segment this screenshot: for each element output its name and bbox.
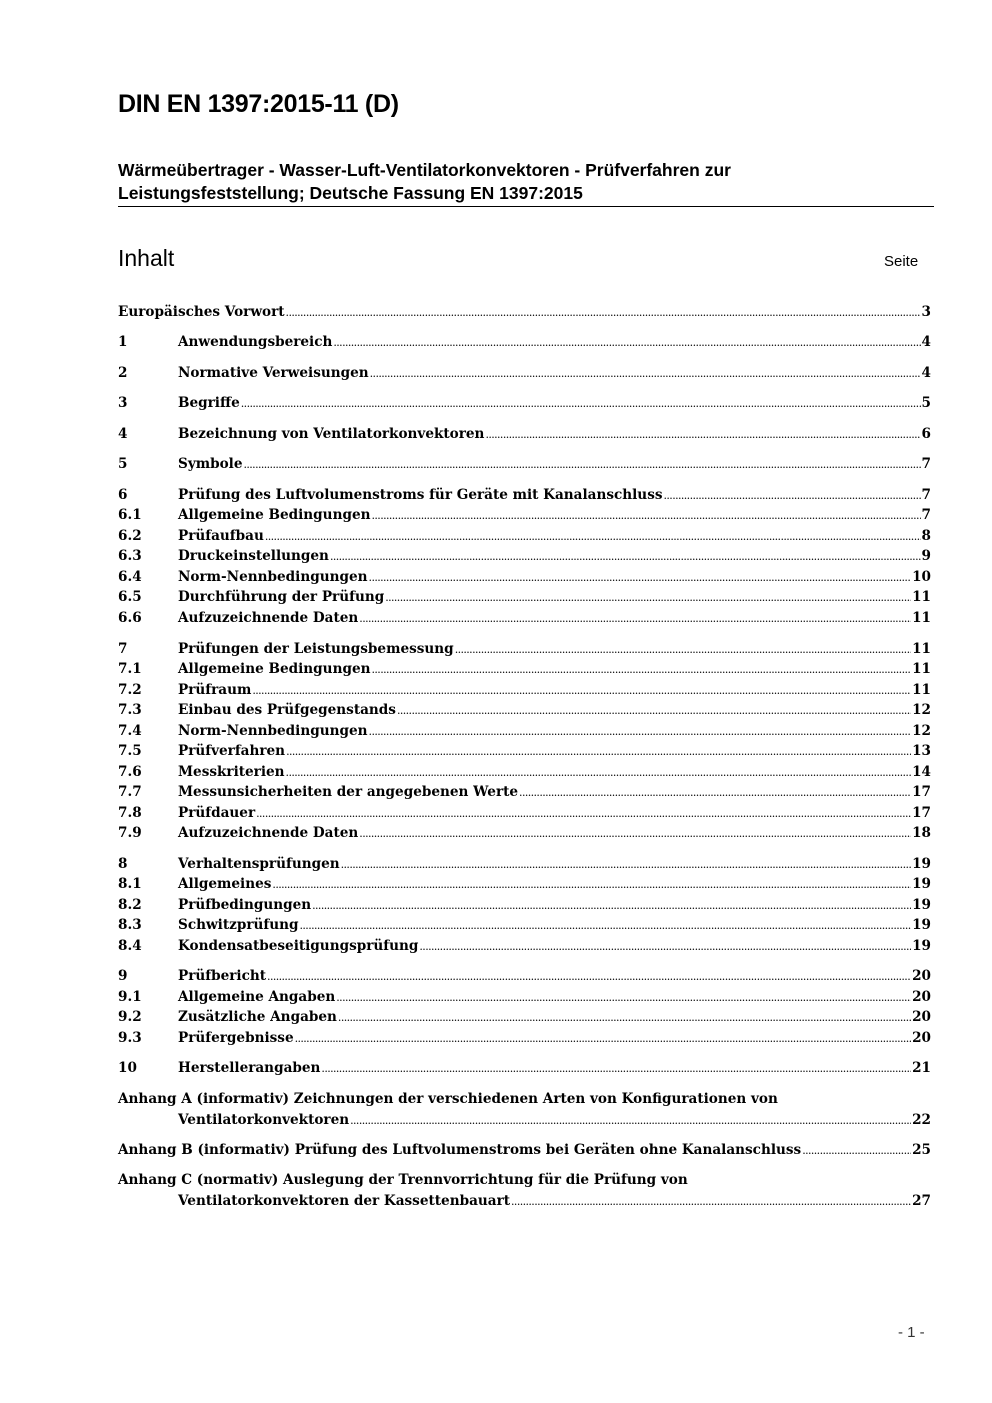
toc-entry-number: 3	[118, 395, 128, 411]
toc-entry-number: 1	[118, 334, 128, 350]
toc-entry-label: Allgemeine Bedingungen	[178, 661, 371, 677]
toc-entry-label: Prüfbedingungen	[178, 897, 312, 913]
toc-entry-label: Druckeinstellungen	[178, 548, 329, 564]
toc-leader	[359, 608, 911, 629]
toc-entry-page: 19	[912, 917, 931, 933]
toc-entry-number: 8.4	[118, 938, 142, 954]
toc-entry-9[interactable]	[118, 966, 931, 986]
toc-entry-9-1[interactable]	[118, 987, 931, 1007]
toc-entry-page: 11	[912, 661, 931, 677]
toc-entry-number: 9.2	[118, 1009, 142, 1025]
toc-entry-2[interactable]	[118, 363, 931, 383]
toc-entry-number: 4	[118, 426, 128, 442]
toc-entry-page: 20	[912, 968, 931, 984]
toc-entry-number: 7.4	[118, 723, 142, 739]
toc-leader	[300, 915, 912, 936]
toc-entry-number: 7.8	[118, 805, 142, 821]
toc-entry-label: Aufzuzeichnende Daten	[178, 610, 359, 626]
toc-leader	[336, 987, 911, 1008]
toc-entry-7[interactable]	[118, 639, 931, 659]
toc-entry-1[interactable]	[118, 332, 931, 352]
toc-leader	[286, 302, 921, 323]
toc-entry-6-3[interactable]	[118, 546, 931, 566]
toc-entry-8-2[interactable]	[118, 895, 931, 915]
toc-entry-page: 27	[912, 1193, 931, 1209]
toc-entry-number: 6.5	[118, 589, 142, 605]
toc-entry-9-2[interactable]	[118, 1007, 931, 1027]
toc-leader	[243, 454, 920, 475]
toc-entry-7-7[interactable]	[118, 782, 931, 802]
toc-entry-6-2[interactable]	[118, 526, 931, 546]
toc-entry-label: Europäisches Vorwort	[118, 304, 285, 320]
toc-entry-page: 10	[912, 569, 931, 585]
toc-entry-label: Allgemeines	[178, 876, 272, 892]
toc-leader	[350, 1110, 911, 1131]
toc-entry-number: 7.5	[118, 743, 142, 759]
toc-entry-number: 7.7	[118, 784, 142, 800]
toc-annex-label: Ventilatorkonvektoren der Kassettenbauart	[178, 1193, 511, 1209]
toc-entry-page: 11	[912, 589, 931, 605]
toc-leader	[341, 854, 911, 875]
toc-entry-6[interactable]	[118, 485, 931, 505]
toc-entry-number: 6.2	[118, 528, 142, 544]
toc-entry-label: Norm-Nennbedingungen	[178, 569, 368, 585]
toc-entry-page: 17	[912, 784, 931, 800]
toc-entry-number: 6.6	[118, 610, 142, 626]
toc-annex-label: Ventilatorkonvektoren	[178, 1112, 350, 1128]
toc-entry-number: 8.3	[118, 917, 142, 933]
toc-entry-6-6[interactable]	[118, 608, 931, 628]
toc-entry-label: Prüfergebnisse	[178, 1030, 294, 1046]
toc-leader	[519, 782, 911, 803]
toc-entry-label: Messunsicherheiten der angegebenen Werte	[178, 784, 519, 800]
toc-entry-6-1[interactable]	[118, 505, 931, 525]
toc-entry-label: Schwitzprüfung	[178, 917, 299, 933]
toc-entry-label: Zusätzliche Angaben	[178, 1009, 337, 1025]
toc-entry-6-5[interactable]	[118, 587, 931, 607]
toc-leader	[419, 936, 911, 957]
toc-leader	[511, 1191, 911, 1212]
toc-entry-number: 6.1	[118, 507, 142, 523]
toc-leader	[252, 680, 911, 701]
toc-leader	[369, 567, 912, 588]
toc-entry-4[interactable]	[118, 424, 931, 444]
toc-leader	[802, 1140, 911, 1161]
toc-entry-page: 7	[921, 456, 931, 472]
toc-entry-label: Normative Verweisungen	[178, 365, 369, 381]
toc-entry-page: 9	[921, 548, 931, 564]
toc-entry-label: Messkriterien	[178, 764, 285, 780]
toc-entry-page: 22	[912, 1112, 931, 1128]
toc-entry-label: Verhaltensprüfungen	[178, 856, 340, 872]
toc-entry-page: 13	[912, 743, 931, 759]
toc-annex-c-line-1[interactable]: Anhang C (normativ) Auslegung der Trennvorrichtung für die Prüfung von	[118, 1172, 688, 1188]
title-rule	[118, 206, 934, 207]
toc-entry-label: Aufzuzeichnende Daten	[178, 825, 359, 841]
toc-entry-vorwort[interactable]	[118, 302, 931, 322]
toc-entry-label: Allgemeine Angaben	[178, 989, 336, 1005]
toc-entry-7-2[interactable]	[118, 680, 931, 700]
toc-entry-number: 8.1	[118, 876, 142, 892]
toc-entry-number: 5	[118, 456, 128, 472]
toc-entry-page: 19	[912, 876, 931, 892]
toc-entry-label: Prüfdauer	[178, 805, 256, 821]
toc-entry-page: 19	[912, 938, 931, 954]
toc-entry-7-4[interactable]	[118, 721, 931, 741]
toc-leader	[256, 803, 911, 824]
toc-leader	[265, 526, 921, 547]
toc-entry-number: 2	[118, 365, 128, 381]
toc-entry-7-6[interactable]	[118, 762, 931, 782]
toc-entry-page: 20	[912, 989, 931, 1005]
toc-entry-number: 9	[118, 968, 128, 984]
toc-entry-page: 18	[912, 825, 931, 841]
toc-entry-label: Prüfbericht	[178, 968, 267, 984]
toc-entry-label: Prüfaufbau	[178, 528, 264, 544]
toc-entry-page: 19	[912, 856, 931, 872]
toc-leader	[370, 363, 921, 384]
subtitle-line-2: Leistungsfeststellung; Deutsche Fassung EN 1397:2015	[118, 183, 583, 203]
toc-entry-label: Norm-Nennbedingungen	[178, 723, 368, 739]
toc-entry-number: 9.3	[118, 1030, 142, 1046]
toc-entry-page: 19	[912, 897, 931, 913]
toc-entry-7-1[interactable]	[118, 659, 931, 679]
toc-entry-7-3[interactable]	[118, 700, 931, 720]
toc-entry-number: 7.3	[118, 702, 142, 718]
toc-entry-page: 20	[912, 1030, 931, 1046]
toc-leader	[286, 762, 912, 783]
toc-entry-label: Begriffe	[178, 395, 240, 411]
toc-leader	[369, 721, 912, 742]
toc-leader	[372, 659, 912, 680]
toc-entry-page: 12	[912, 723, 931, 739]
toc-leader	[397, 700, 911, 721]
toc-entry-page: 12	[912, 702, 931, 718]
toc-entry-page: 14	[912, 764, 931, 780]
toc-leader	[385, 587, 911, 608]
toc-leader	[455, 639, 911, 660]
toc-entry-page: 7	[921, 487, 931, 503]
toc-entry-page: 8	[921, 528, 931, 544]
toc-entry-number: 6.4	[118, 569, 142, 585]
toc-entry-label: Allgemeine Bedingungen	[178, 507, 371, 523]
toc-page-label: Seite	[884, 253, 919, 270]
toc-entry-page: 6	[921, 426, 931, 442]
toc-annex-label: Anhang B (informativ) Prüfung des Luftvolumenstroms bei Geräten ohne Kanalanschluss	[118, 1142, 802, 1158]
toc-entry-label: Prüfung des Luftvolumenstroms für Geräte mit Kanalanschluss	[178, 487, 663, 503]
toc-entry-number: 7.1	[118, 661, 142, 677]
toc-leader	[312, 895, 911, 916]
toc-entry-page: 11	[912, 641, 931, 657]
toc-entry-8-4[interactable]	[118, 936, 931, 956]
toc-entry-page: 20	[912, 1009, 931, 1025]
toc-entry-page: 4	[921, 365, 931, 381]
toc-entry-page: 7	[921, 507, 931, 523]
toc-entry-number: 7	[118, 641, 128, 657]
toc-leader	[664, 485, 921, 506]
toc-entry-9-3[interactable]	[118, 1028, 931, 1048]
toc-entry-label: Kondensatbeseitigungsprüfung	[178, 938, 419, 954]
toc-annex-c[interactable]	[118, 1191, 931, 1211]
toc-leader	[321, 1058, 911, 1079]
toc-entry-page: 4	[921, 334, 931, 350]
toc-leader	[241, 393, 921, 414]
toc-entry-label: Durchführung der Prüfung	[178, 589, 385, 605]
toc-entry-number: 8.2	[118, 897, 142, 913]
toc-leader	[295, 1028, 911, 1049]
document-id: DIN EN 1397:2015-11 (D)	[118, 90, 399, 118]
toc-entry-label: Anwendungsbereich	[178, 334, 333, 350]
toc-annex-a[interactable]	[118, 1110, 931, 1130]
toc-entry-number: 7.9	[118, 825, 142, 841]
toc-entry-number: 9.1	[118, 989, 142, 1005]
toc-leader	[286, 741, 911, 762]
toc-leader	[272, 874, 911, 895]
toc-entry-10[interactable]	[118, 1058, 931, 1078]
toc-entry-page: 17	[912, 805, 931, 821]
toc-entry-6-4[interactable]	[118, 567, 931, 587]
toc-entry-5[interactable]	[118, 454, 931, 474]
toc-entry-7-9[interactable]	[118, 823, 931, 843]
toc-entry-label: Bezeichnung von Ventilatorkonvektoren	[178, 426, 485, 442]
toc-entry-page: 5	[921, 395, 931, 411]
toc-entry-page: 11	[912, 682, 931, 698]
toc-leader	[267, 966, 911, 987]
toc-entry-number: 8	[118, 856, 128, 872]
page-number: - 1 -	[898, 1324, 925, 1341]
toc-entry-8-3[interactable]	[118, 915, 931, 935]
toc-entry-label: Herstellerangaben	[178, 1060, 321, 1076]
toc-entry-page: 25	[912, 1142, 931, 1158]
document-subtitle	[118, 159, 933, 205]
toc-entry-8-1[interactable]	[118, 874, 931, 894]
toc-entry-page: 21	[912, 1060, 931, 1076]
toc-entry-number: 7.2	[118, 682, 142, 698]
toc-entry-label: Symbole	[178, 456, 243, 472]
toc-entry-7-8[interactable]	[118, 803, 931, 823]
toc-entry-page: 11	[912, 610, 931, 626]
toc-heading: Inhalt	[118, 245, 175, 271]
toc-leader	[330, 546, 921, 567]
toc-entry-label: Einbau des Prüfgegenstands	[178, 702, 396, 718]
toc-annex-b[interactable]	[118, 1140, 931, 1160]
toc-entry-3[interactable]	[118, 393, 931, 413]
toc-annex-a-line-1[interactable]: Anhang A (informativ) Zeichnungen der verschiedenen Arten von Konfigurationen von	[118, 1091, 778, 1107]
toc-leader	[333, 332, 920, 353]
toc-entry-number: 6	[118, 487, 128, 503]
toc-leader	[372, 505, 921, 526]
subtitle-line-1: Wärmeübertrager - Wasser-Luft-Ventilatorkonvektoren - Prüfverfahren zur	[118, 160, 731, 180]
toc-entry-number: 10	[118, 1060, 137, 1076]
toc-entry-number: 6.3	[118, 548, 142, 564]
toc-leader	[359, 823, 911, 844]
toc-leader	[338, 1007, 911, 1028]
toc-entry-label: Prüfverfahren	[178, 743, 286, 759]
toc-entry-label: Prüfraum	[178, 682, 252, 698]
toc-entry-page: 3	[921, 304, 931, 320]
toc-leader	[485, 424, 920, 445]
toc-entry-number: 7.6	[118, 764, 142, 780]
toc-entry-8[interactable]	[118, 854, 931, 874]
toc-entry-7-5[interactable]	[118, 741, 931, 761]
toc-entry-label: Prüfungen der Leistungsbemessung	[178, 641, 454, 657]
